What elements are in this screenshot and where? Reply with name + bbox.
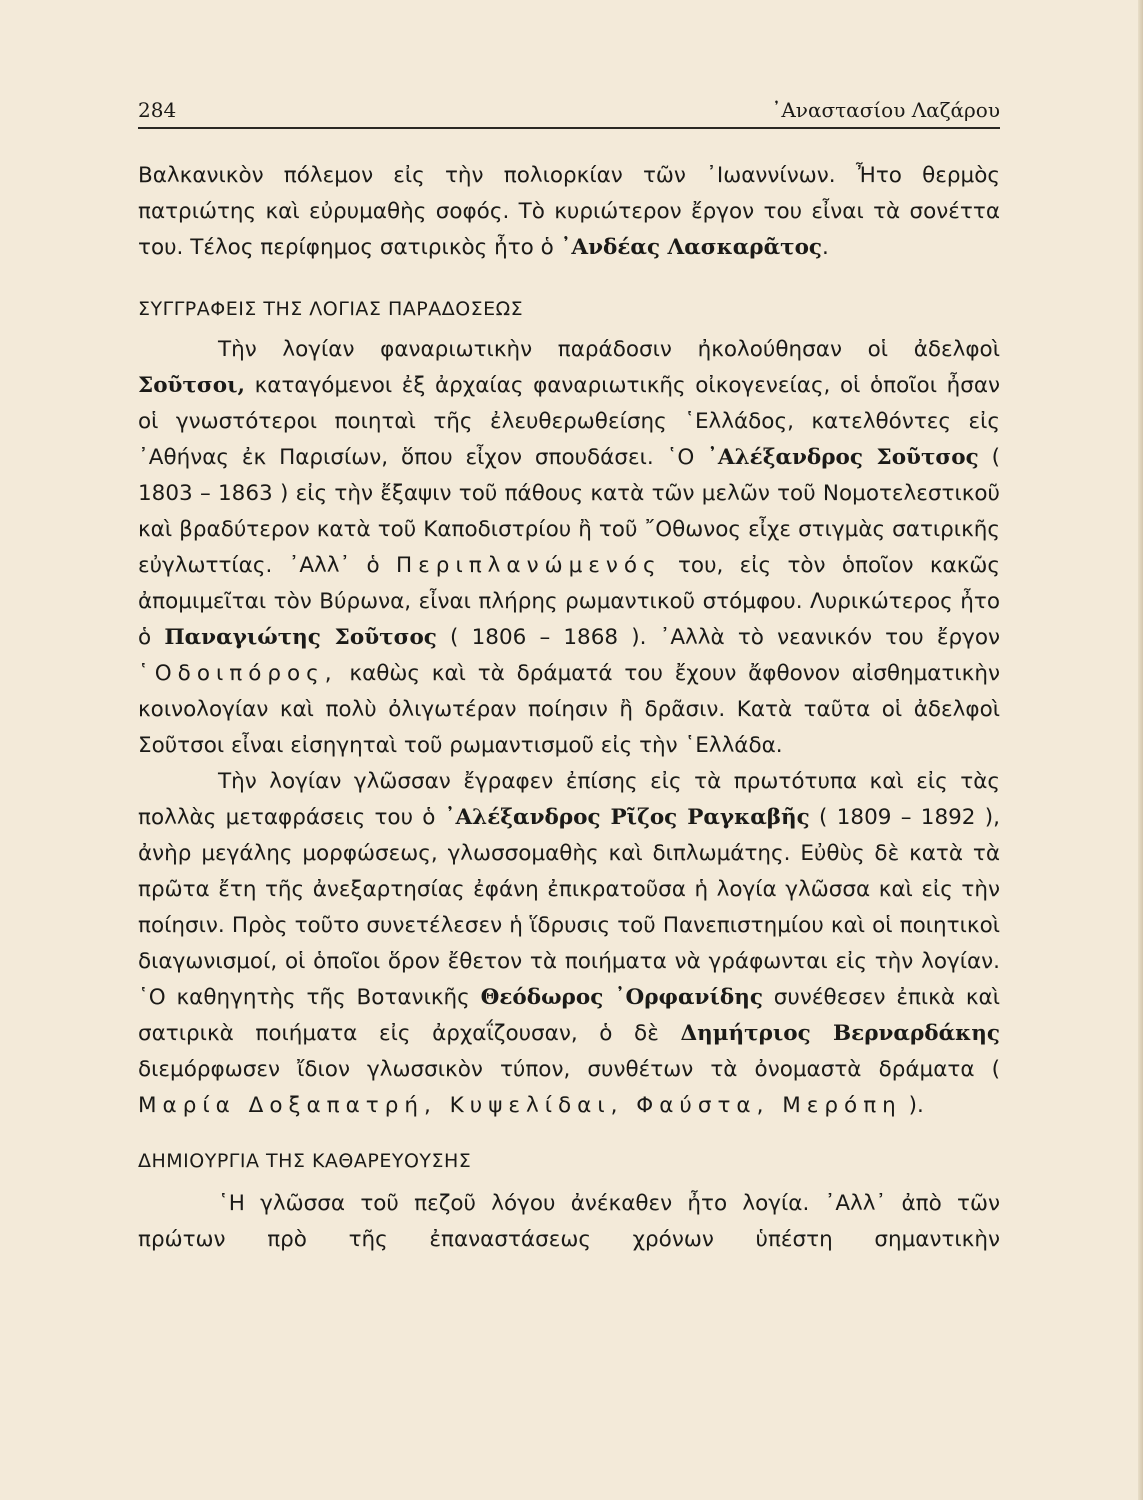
bold-name: Παναγιώτης Σοῦτσος	[164, 625, 437, 650]
bold-name: Θεόδωρος ᾿Ορφανίδης	[480, 985, 763, 1010]
header-rule	[138, 127, 1000, 129]
paragraph-rangavis: Τὴν λογίαν γλῶσσαν ἔγραφεν ἐπίσης εἰς τὰ πρωτότυπα καὶ εἰς τὰς πολλὰς μεταφράσεις του ὁ ᾿Αλέξανδρος Ρῖζος Ραγκαβῆς ( 1809 – 1892 ), ἀνὴρ μεγάλης μορφώσεως, γλωσσομαθὴς καὶ διπλωμάτης. Εὐθὺς δὲ κατὰ τὰ πρῶτα ἔτη τῆς ἀνεξαρτησίας ἐφάνη ἐπικρατοῦσα ἡ λογία γλῶσσα καὶ εἰς τὴν ποίησιν. Πρὸς τοῦτο συνετέλεσεν ἡ ἵδρυσις τοῦ Πανεπιστημίου καὶ οἱ ποιητικοὶ διαγωνισμοί, οἱ ὁποῖοι ὅρον ἔθετον τὰ ποιήματα νὰ γράφωνται εἰς τὴν λογίαν. ῾Ο καθηγητὴς τῆς Βοτανικῆς Θεόδωρος ᾿Ορφανίδης συνέθεσεν ἐπικὰ καὶ σατιρικὰ ποιήματα εἰς ἀρχαΐζουσαν, ὁ δὲ Δημήτριος Βερναρδάκης διεμόρφωσεν ἴδιον γλωσσικὸν τύπον, συνθέτων τὰ ὀνομαστὰ δράματα ( Μαρία Δοξαπατρή, Κυψελίδαι, Φαύστα, Μερόπη ).	[138, 769, 1000, 1118]
spaced-title: Περιπλανώμενός	[396, 553, 662, 578]
paragraph-katharevousa: ῾Η γλῶσσα τοῦ πεζοῦ λόγου ἀνέκαθεν ἦτο λογία. ᾿Αλλ᾿ ἀπὸ τῶν πρώτων πρὸ τῆς ἐπαναστάσεως χρόνων ὑπέστη σημαντικὴν	[138, 1191, 1000, 1252]
bold-name: Σοῦτσοι,	[138, 373, 246, 398]
running-title: ᾿Αναστασίου Λαζάρου	[771, 98, 1000, 122]
section-heading-learned-tradition: ΣΥΓΓΡΑΦΕΙΣ ΤΗΣ ΛΟΓΙΑΣ ΠΑΡΑΔΟΣΕΩΣ	[138, 298, 524, 320]
bold-name: ᾿Αλέξανδρος Σοῦτσος	[707, 445, 979, 470]
intro-paragraph: Βαλκανικὸν πόλεμον εἰς τὴν πολιορκίαν τῶν ᾿Ιωαννίνων. Ἦτο θερμὸς πατριώτης καὶ εὐρυμαθὴς σοφός. Τὸ κυριώτερον ἔργον του εἶναι τὰ σονέττα του. Τέλος περίφημος σατιρικὸς ἦτο ὁ ᾿Ανδέας Λασκαρᾶτος.	[138, 163, 1000, 260]
page-edge-shadow	[1138, 0, 1143, 1500]
page-body	[138, 158, 1000, 1258]
spaced-title: Μαρία Δοξαπατρή, Κυψελίδαι, Φαύστα, Μερόπη	[138, 1093, 902, 1118]
bold-name: ᾿Ανδέας Λασκαρᾶτος	[560, 235, 823, 260]
page-number: 284	[138, 98, 177, 122]
bold-name: ᾿Αλέξανδρος Ρῖζος Ραγκαβῆς	[444, 805, 810, 830]
page-header	[138, 98, 1000, 122]
paragraph-soutsos: Τὴν λογίαν φαναριωτικὴν παράδοσιν ἠκολούθησαν οἱ ἀδελφοὶ Σοῦτσοι, καταγόμενοι ἐξ ἀρχαίας φαναριωτικῆς οἰκογενείας, οἱ ὁποῖοι ἦσαν οἱ γνωστότεροι ποιηταὶ τῆς ἐλευθερωθείσης ῾Ελλάδος, κατελθόντες εἰς ᾿Αθήνας ἐκ Παρισίων, ὅπου εἶχον σπουδάσει. ῾Ο ᾿Αλέξανδρος Σοῦτσος ( 1803 – 1863 ) εἰς τὴν ἔξαψιν τοῦ πάθους κατὰ τῶν μελῶν τοῦ Νομοτελεστικοῦ καὶ βραδύτερον κατὰ τοῦ Καποδιστρίου ἢ τοῦ ῎Οθωνος εἶχε στιγμὰς σατιρικῆς εὐγλωττίας. ᾿Αλλ᾿ ὁ Περιπλανώμενός του, εἰς τὸν ὁποῖον κακῶς ἀπομιμεῖται τὸν Βύρωνα, εἶναι πλήρης ρωμαντικοῦ στόμφου. Λυρικώτερος ἦτο ὁ Παναγιώτης Σοῦτσος ( 1806 – 1868 ). ᾿Αλλὰ τὸ νεανικόν του ἔργον ῾Οδοιπόρος, καθὼς καὶ τὰ δράματά του ἔχουν ἄφθονον αἰσθηματικὴν κοινολογίαν καὶ πολὺ ὀλιγωτέραν ποίησιν ἢ δρᾶσιν. Κατὰ ταῦτα οἱ ἀδελφοὶ Σοῦτσοι εἶναι εἰσηγηταὶ τοῦ ρωμαντισμοῦ εἰς τὴν ῾Ελλάδα.	[138, 337, 1000, 758]
section-heading-katharevousa: ΔΗΜΙΟΥΡΓΙΑ ΤΗΣ ΚΑΘΑΡΕΥΟΥΣΗΣ	[138, 1150, 472, 1172]
spaced-title: ῾Οδοιπόρος,	[138, 661, 338, 686]
bold-name: Δημήτριος Βερναρδάκης	[680, 1021, 1000, 1046]
